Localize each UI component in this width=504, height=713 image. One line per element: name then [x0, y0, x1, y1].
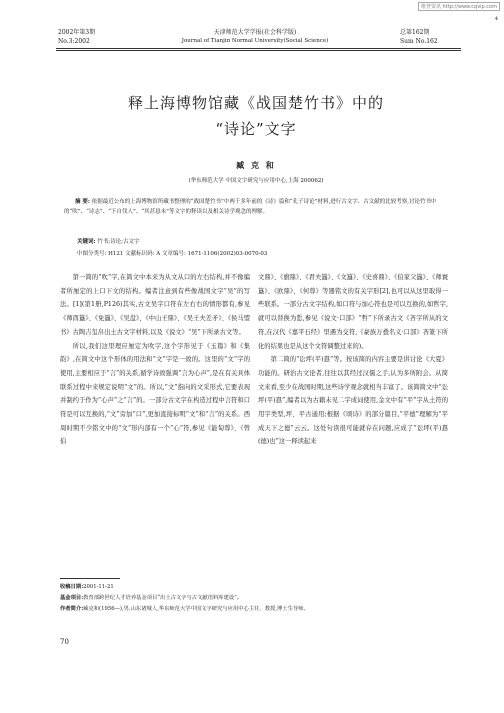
- footnote-text: 2001-11-21: [83, 584, 114, 590]
- journal-name-en: Journal of Tianjin Normal University(Social Science): [181, 38, 329, 44]
- article-title-line2: “诗论”文字: [215, 120, 297, 138]
- abstract-text: 依据最近公布的上海博物馆所藏书整理的“战国楚竹书”中两千多年前的《诗》篇和“孔子诗论”材料,进行古文字、古文献的比较考察,讨论竹书中的“吹”、“诗志”、“下自伐人”、“其甚恳未”等文字的释读以及相关诗学观念的理解。: [64, 199, 437, 215]
- page-mark: 4: [494, 16, 498, 22]
- footnote-funding: [60, 593, 450, 604]
- body-right-column: [258, 271, 448, 449]
- body-left-column: [60, 271, 250, 449]
- watermark-badge: 维普资讯 http://www.cqvip.com: [418, 2, 500, 11]
- header-center: [140, 28, 370, 46]
- paragraph: 所以,我们这里理应厘定为吹字,这个字形见于《玉篇》和《集韵》,在简文中这个形体的用法和“文”字是一致的。这里的“文”字的使用,主要相应于“言”的关系,循学诗致强调“言为心声”,是在有关具体联系过程中来规定说明“文”的。所以,“文”指向的文采形式,它要表现并制约于作为“心声”之“言”的。一部分古文字在构造过程中言符和口符是可以互换的,“文”旁加“口”,更加直接标明“文”和“言”的关系。西周时期不少铭文中的“文”形内部有一个“心”符,参见《能匋尊》、《曾伯: [60, 342, 250, 446]
- footnote-label: 收稿日期:: [60, 584, 84, 590]
- footnote-rule: [60, 578, 120, 579]
- journal-name-cn: 天津师范大学学报(社会科学版): [213, 29, 297, 36]
- footnote-received: [60, 582, 450, 593]
- sum-issue-cn: 总第162期: [400, 29, 430, 36]
- keywords-line: [77, 237, 140, 247]
- header-left: [58, 28, 95, 46]
- article-title-line1: 释上海博物馆藏《战国楚竹书》中的: [127, 94, 384, 112]
- author-affiliation: (华东师范大学 中国文字研究与应用中心,上海 200062): [188, 178, 324, 184]
- header-right: [400, 28, 438, 46]
- classification-line: 中图分类号: H121 文献标识码: A 文章编号: 1671-1106(2002)03-0070-03: [77, 251, 268, 257]
- header-rule: [56, 48, 461, 49]
- footnote-label: 作者简介:: [60, 606, 84, 612]
- footnote-label: 基金项目:: [60, 595, 84, 601]
- abstract: [64, 197, 442, 217]
- issue-number: No.3:2002: [58, 38, 90, 45]
- footnote-author: [60, 604, 450, 615]
- issue-year: 2002年第3期: [58, 29, 96, 36]
- abstract-label: 摘 要:: [75, 199, 90, 205]
- footnotes: [60, 582, 450, 615]
- header-rule-thin: [56, 50, 461, 51]
- author-name: 臧 克 和: [236, 160, 276, 170]
- paragraph: 第一简的“吹”字,在简文中本来为从文从口的左右结构,并不像编者所厘定的上口下文的结构。编者注意到有些像战国文字“吴”的写法。[1](第1册,P126)其实,古文吴字口符在左右右的情形都有,参见《师酉簋》、《免簋》、《吴盘》、《中山王鼎》、《吴王夫差矛》、《侯马盟书》古陶吉玺帛出土古文字材料,以及《说文》“吴”下所录古文等。: [60, 274, 250, 336]
- paragraph: 第二简的“讼坪(平)惪”等。按该简的内容主要是讲讨论《大夏》功能的。研治古文论者,往往以其经过汉儒之手,认为多所附会。从简文来看,至少在战国时期,这些诗学观念就相当丰富了。该简简文中“讼坪(平)惪”,编者以为古籍未见二字成词使用,金文中有“平”字从土符的用字类型,坪、平古通用;根据《颂诗》的部分篇目,“平德”理解为“平成天下之德”云云。这处句读很可能就存在问题,应成了“讼坪(平)惪(德)也”这一释读起来: [258, 356, 448, 446]
- footnote-text: 臧克和(1956—),男,山东诸城人,华东师范大学中国文字研究与应用中心主任、教授,博士生导师。: [83, 606, 309, 612]
- sum-issue-en: Sum No.162: [400, 38, 438, 45]
- paragraph: 文鼎》、《旗鼎》、《君夫簋》、《文簋》、《史喜鼎》、《伯家父簋》、《师寰簋》、《欧鼎》、《何尊》等器铭文的有关字形[2],也可以从这里取得一些联系。一部分古文字结构,如口符与加心符也是可以互换的,如哲字,就可以替换为悊,参见《说文·口部》“哲”下所录古文《吝字所从的文符,在汉代《嘉平石经》里遇为交符,《豪族万叠名义·口部》吝篆下所化的结果也是从这个文符调整过来的)。: [258, 274, 448, 350]
- page-number: 70: [60, 638, 69, 646]
- keywords-text: 竹书;诗论;古文字: [97, 239, 140, 245]
- keywords-label: 关键词:: [77, 239, 96, 245]
- footnote-text: 教育部跨世纪人才培养基金项目“出土古文字与古文献语料库建设”。: [83, 595, 243, 601]
